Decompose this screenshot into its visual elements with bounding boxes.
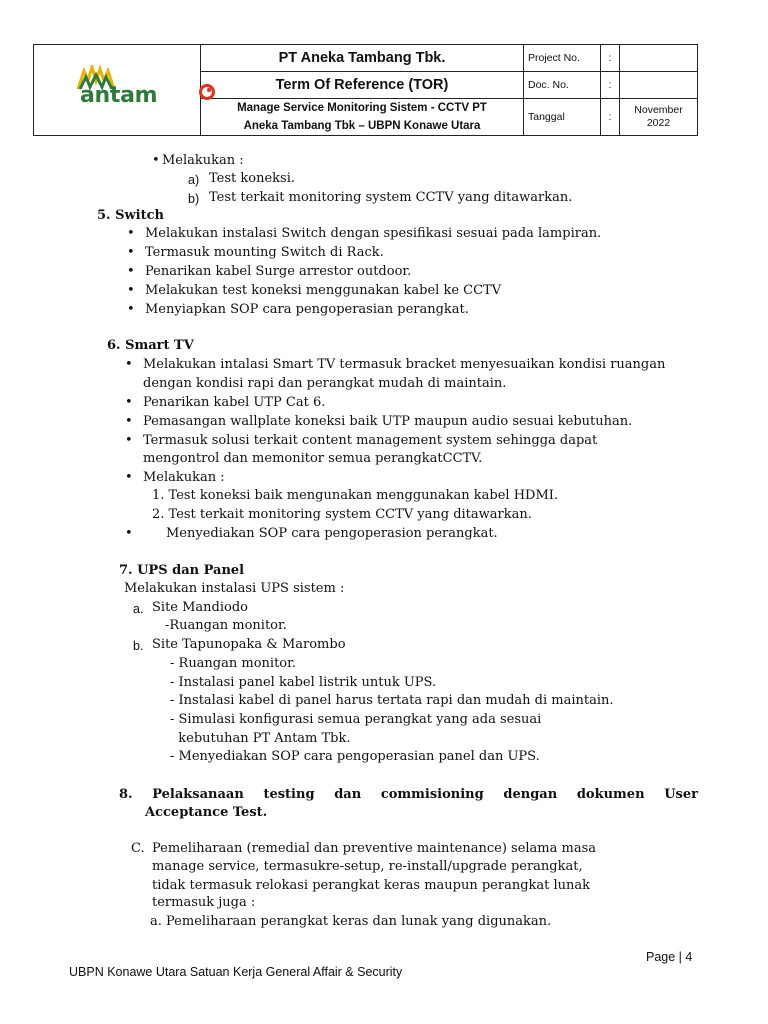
- bullet-dot: •: [127, 302, 135, 317]
- bullet-dot: •: [125, 433, 133, 448]
- logo-text: antam: [80, 83, 158, 108]
- bullet-dot: •: [125, 395, 133, 410]
- s8-number: 8.: [119, 787, 133, 802]
- footer-unit: UBPN Konawe Utara Satuan Kerja General Affair & Security: [69, 965, 403, 979]
- s8-word: testing: [263, 787, 315, 802]
- doc-colon: :: [601, 72, 620, 99]
- s7-b-sub: kebutuhan PT Antam Tbk.: [170, 731, 351, 746]
- s6-item-4-line-2: mengontrol dan memonitor semua perangkatCCTV.: [143, 451, 483, 466]
- bullet-dot: •: [125, 414, 133, 429]
- s5-item: Melakukan instalasi Switch dengan spesifikasi sesuai pada lampiran.: [145, 226, 602, 241]
- c-line-1: Pemeliharaan (remedial dan preventive maintenance) selama masa: [152, 841, 597, 856]
- s7-a-sub: -Ruangan monitor.: [165, 618, 287, 633]
- bullet-dot: •: [125, 526, 133, 541]
- s6-sub-2: 2. Test terkait monitoring system CCTV yang ditawarkan.: [152, 507, 532, 522]
- page-number: Page | 4: [646, 950, 693, 964]
- s4-a-marker: a): [188, 173, 200, 187]
- s6-item-4-line-1: Termasuk solusi terkait content management system sehingga dapat: [143, 433, 598, 448]
- s7-a-text: Site Mandiodo: [152, 600, 249, 615]
- c-marker: C.: [131, 841, 145, 856]
- s5-item: Penarikan kabel Surge arrestor outdoor.: [145, 264, 412, 279]
- s4-b-text: Test terkait monitoring system CCTV yang ditawarkan.: [209, 190, 573, 205]
- bullet-dot: •: [127, 264, 135, 279]
- s4-b-marker: b): [188, 192, 200, 206]
- s8-line-2: Acceptance Test.: [145, 805, 268, 820]
- s7-b-sub: - Instalasi kabel di panel harus tertata rapi dan mudah di maintain.: [170, 693, 614, 708]
- logo-cell: [34, 45, 201, 136]
- project-colon: :: [601, 45, 620, 72]
- c-line-4: termasuk juga :: [152, 895, 256, 910]
- bullet-dot: •: [127, 283, 135, 298]
- s8-word: dengan: [503, 787, 558, 802]
- company-name: PT Aneka Tambang Tbk.: [201, 45, 524, 72]
- scope-line-1: Manage Service Monitoring Sistem - CCTV PT: [237, 102, 487, 114]
- section-7-title: 7. UPS dan Panel: [119, 563, 245, 578]
- c-line-2: manage service, termasukre-setup, re-install/upgrade perangkat,: [152, 859, 583, 874]
- s8-word: commisioning: [380, 787, 484, 802]
- s7-b-sub: - Ruangan monitor.: [170, 656, 297, 671]
- s7-b-sub: - Instalasi panel kabel listrik untuk UPS.: [170, 675, 437, 690]
- date-value: [620, 99, 698, 136]
- s6-item-1-line-1: Melakukan intalasi Smart TV termasuk bracket menyesuaikan kondisi ruangan: [143, 357, 666, 372]
- date-year: 2022: [646, 117, 671, 129]
- doc-type-title: Term Of Reference (TOR): [201, 72, 524, 99]
- date-month: November: [634, 104, 683, 116]
- s6-item-2: Penarikan kabel UTP Cat 6.: [143, 395, 326, 410]
- c-line-3: tidak termasuk relokasi perangkat keras maupun perangkat lunak: [152, 878, 591, 893]
- bullet-dot: •: [127, 226, 135, 241]
- s5-item: Termasuk mounting Switch di Rack.: [145, 245, 384, 260]
- s6-item-1-line-2: dengan kondisi rapi dan perangkat mudah di maintain.: [143, 376, 507, 391]
- s8-word: dokumen: [576, 787, 645, 802]
- s4-a-text: Test koneksi.: [209, 171, 295, 186]
- s6-item-3: Pemasangan wallplate koneksi baik UTP maupun audio sesuai kebutuhan.: [143, 414, 633, 429]
- s6-sub-1: 1. Test koneksi baik mengunakan menggunakan kabel HDMI.: [152, 488, 559, 503]
- c-item-a: a. Pemeliharaan perangkat keras dan lunak yang digunakan.: [150, 914, 552, 929]
- bullet-dot: •: [125, 470, 133, 485]
- date-label: Tanggal: [524, 99, 601, 136]
- scope-line-2: Aneka Tambang Tbk – UBPN Konawe Utara: [243, 120, 481, 132]
- s8-word: Pelaksanaan: [152, 787, 244, 802]
- bullet-dot: •: [127, 245, 135, 260]
- s7-b-marker: b.: [133, 639, 144, 653]
- doc-no-label: Doc. No.: [524, 72, 601, 99]
- s7-intro: Melakukan instalasi UPS sistem :: [124, 581, 345, 596]
- s8-word: User: [664, 787, 698, 802]
- s5-item: Melakukan test koneksi menggunakan kabel ke CCTV: [145, 283, 502, 298]
- s7-b-text: Site Tapunopaka & Marombo: [152, 637, 346, 652]
- s7-a-marker: a.: [133, 602, 144, 616]
- project-no-label: Project No.: [524, 45, 601, 72]
- section-8-title: [119, 786, 698, 804]
- scope-title: [201, 99, 524, 136]
- bullet-dot: •: [125, 357, 133, 372]
- section-6-title: 6. Smart TV: [107, 338, 194, 353]
- date-colon: :: [601, 99, 620, 136]
- s7-b-sub: - Simulasi konfigurasi semua perangkat yang ada sesuai: [170, 712, 542, 727]
- s8-word: dan: [334, 787, 362, 802]
- doc-no-value: [620, 72, 698, 99]
- project-no-value: [620, 45, 698, 72]
- section-5-title: 5. Switch: [97, 208, 164, 223]
- antam-ring-icon: [197, 82, 217, 102]
- header-table: [33, 44, 698, 136]
- s6-item-6: Menyediakan SOP cara pengoperasion perangkat.: [166, 526, 498, 541]
- s5-item: Menyiapkan SOP cara pengoperasian perangkat.: [145, 302, 469, 317]
- bullet-dot: •: [152, 153, 160, 168]
- s7-b-sub: - Menyediakan SOP cara pengoperasian panel dan UPS.: [170, 749, 540, 764]
- s4-melakukan: Melakukan :: [162, 153, 244, 168]
- s6-item-5: Melakukan :: [143, 470, 225, 485]
